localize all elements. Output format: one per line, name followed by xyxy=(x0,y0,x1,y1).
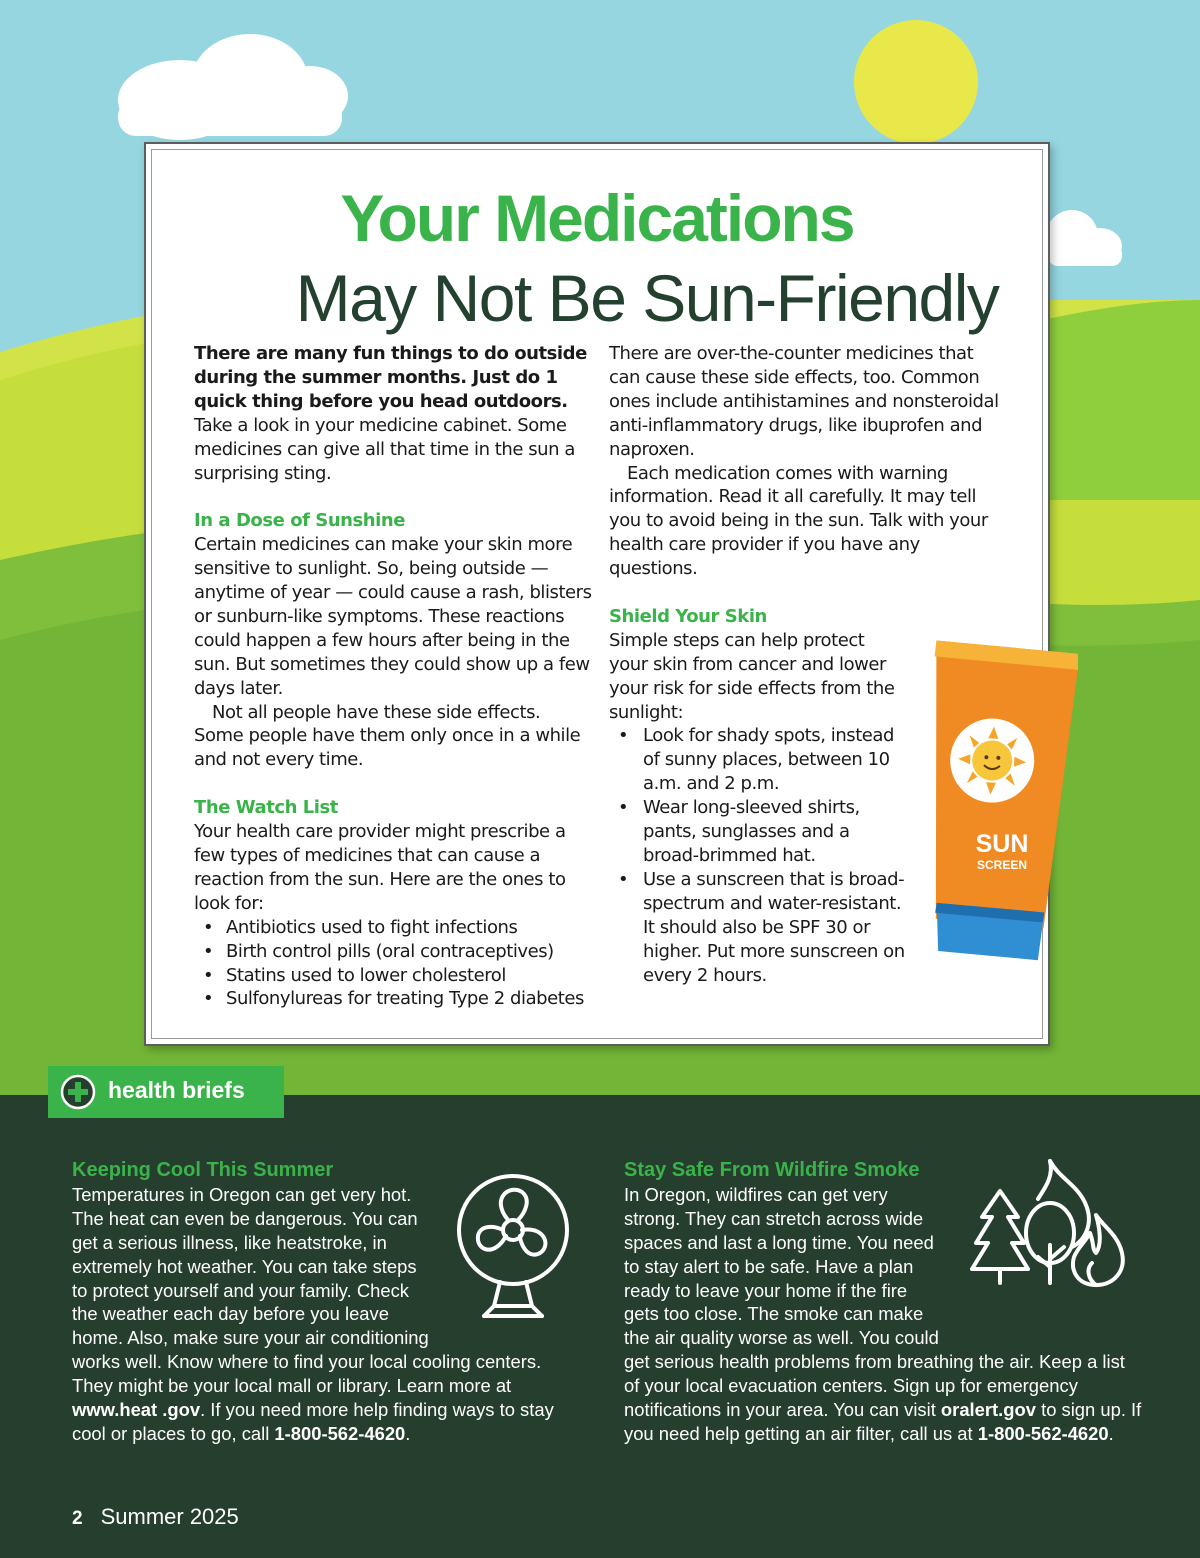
tube-label-screen: SCREEN xyxy=(976,858,1028,872)
dose-paragraph-2: Not all people have these side effects. Some people have them only once in a while and not every time. xyxy=(194,701,581,771)
page-footer xyxy=(72,1504,239,1530)
brief-text-part: In Oregon, wildfires can get very strong. They can stretch across wide spaces and last a long time. You need to stay alert to be safe. Have a plan ready to leave your home if the fire gets too close. The smoke can make the air quality worse as well. You could get serious health problems from breathing the air. Keep a list of your local evacuation centers. Sign up for emergency notifications in your area. You can visit xyxy=(624,1183,1125,1421)
icon-spacer xyxy=(944,1183,1144,1349)
health-briefs-label: health briefs xyxy=(108,1077,245,1103)
phone-number[interactable]: 1-800-562-4620 xyxy=(977,1422,1109,1444)
brief-text-part: . xyxy=(1108,1422,1114,1444)
icon-spacer xyxy=(434,1183,572,1349)
warning-paragraph: Each medication comes with warning information. Read it all carefully. It may tell you to avoid being in the sun. Talk with your health care provider if you have any questions. xyxy=(609,462,988,580)
watch-list xyxy=(194,916,594,1012)
brief-text-part: to sign up. If you need help getting an air filter, call us at xyxy=(624,1399,1142,1444)
shield-paragraph: Simple steps can help protect your skin from cancer and lower your risk for side effects from the sunlight: xyxy=(609,629,895,723)
list-item: • Birth control pills (oral contraceptives) xyxy=(194,940,594,964)
oralert-link[interactable]: oralert.gov xyxy=(940,1399,1036,1421)
dose-paragraph-1: Certain medicines can make your skin more sensitive to sunlight. So, being outside — anytime of year — could cause a rash, blisters or sunburn-like symptoms. These reactions could happen a few hours after being in the sun. But sometimes they could show up a few days later. xyxy=(194,534,592,699)
watch-list-paragraph: Your health care provider might prescribe a few types of medicines that can cause a reaction from the sun. Here are the ones to look for: xyxy=(194,821,566,914)
list-item: • Statins used to lower cholesterol xyxy=(194,964,594,988)
article-left-column xyxy=(194,342,594,1011)
section-heading-shield: Shield Your Skin xyxy=(609,605,767,627)
brief-wildfire-smoke xyxy=(624,1159,1144,1446)
brief-text-part: . If you need more help finding ways to stay cool or places to go, call xyxy=(72,1399,554,1444)
brief-heading: Stay Safe From Wildfire Smoke xyxy=(624,1159,920,1181)
sunscreen-tube-icon xyxy=(922,636,1078,970)
plus-circle-icon xyxy=(60,1074,96,1110)
article-title-line1: Your Medications xyxy=(340,181,854,255)
issue-label: Summer 2025 xyxy=(100,1504,239,1529)
intro-bold: There are many fun things to do outside during the summer months. Just do 1 quick thing before you head outdoors. xyxy=(194,343,587,412)
intro-text: Take a look in your medicine cabinet. Some medicines can give all that time in the sun a surprising sting. xyxy=(194,414,575,484)
tube-label-sun: SUN xyxy=(975,830,1029,858)
list-item: • Wear long-sleeved shirts, pants, sunglasses and a broad-brimmed hat. xyxy=(609,796,909,868)
sun-icon xyxy=(854,20,978,144)
list-item: • Look for shady spots, instead of sunny places, between 10 a.m. and 2 p.m. xyxy=(609,724,909,796)
article-title-line2: May Not Be Sun-Friendly xyxy=(295,261,999,335)
heat-gov-link[interactable]: www.heat .gov xyxy=(72,1399,201,1421)
health-briefs-tag xyxy=(48,1066,284,1118)
page-number: 2 xyxy=(72,1508,83,1529)
brief-text-part: Temperatures in Oregon can get very hot. The heat can even be dangerous. You can get a serious illness, like heatstroke, in extremely hot weather. You can take steps to protect yourself and your family. Check the weather each day before you leave home. Also, make sure your air conditioning works well. Know where to find your local cooling centers. They might be your local mall or library. Learn more at xyxy=(72,1183,542,1397)
brief-text-part: . xyxy=(405,1422,411,1444)
section-heading-watch-list: The Watch List xyxy=(194,797,338,819)
article-card xyxy=(144,142,1050,1046)
list-item: • Antibiotics used to fight infections xyxy=(194,916,594,940)
otc-paragraph: There are over-the-counter medicines that can cause these side effects, too. Common ones include antihistamines and nonsteroidal anti-inflammatory drugs, like ibuprofen and naproxen. xyxy=(609,343,999,460)
list-item: • Sulfonylureas for treating Type 2 diabetes xyxy=(194,987,594,1011)
phone-number[interactable]: 1-800-562-4620 xyxy=(274,1422,406,1444)
brief-heading: Keeping Cool This Summer xyxy=(72,1159,334,1181)
section-heading-dose: In a Dose of Sunshine xyxy=(194,510,406,532)
brief-keeping-cool xyxy=(72,1159,572,1446)
list-item: • Use a sunscreen that is broad-spectrum and water-resistant. It should also be SPF 30 or higher. Put more sunscreen on every 2 hours. xyxy=(609,868,909,988)
